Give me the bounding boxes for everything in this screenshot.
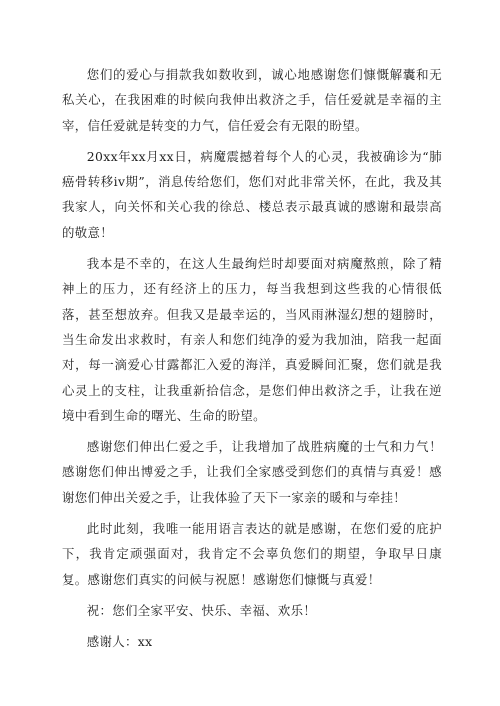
letter-body	[62, 62, 442, 661]
paragraph-blessing: 祝：您们全家平安、快乐、幸福、欢乐！	[86, 602, 317, 618]
paragraph-diagnosis: 20xx年xx月xx日，病魔震撼着每个人的心灵，我被确诊为“肺癌骨转移iv期”，消息传给您们，您们对此非常关怀，在此，我及其我家人，向关怀和关心我的徐总、楼总表示最真诚的感谢和最崇高的敬意！	[62, 148, 442, 240]
paragraph-thanks-donation: 您们的爱心与捐款我如数收到，诚心地感谢您们慷慨解囊和无私关心，在我困难的时候向我伸出救济之手，信任爱就是幸福的主宰，信任爱就是转变的力气，信任爱会有无限的盼望。	[62, 67, 442, 133]
paragraph-gratitude: 感谢您们伸出仁爱之手，让我增加了战胜病魔的士气和力气！感谢您们伸出博爱之手，让我们全家感受到您们的真情与真爱！感谢您们伸出关爱之手，让我体验了天下一家亲的暖和与牵挂！	[62, 439, 442, 505]
paragraph-hardship: 我本是不幸的，在这人生最绚烂时却要面对病魔熬煎，除了精神上的压力，还有经济上的压力，每当我想到这些我的心情很低落，甚至想放弃。但我又是最幸运的，当风雨淋湿幻想的翅膀时，当生命发出求救时，有亲人和您们纯净的爱为我加油，陪我一起面对，每一滴爱心甘露都汇入爱的海洋，真爱瞬间汇聚，您们就是我心灵上的支柱，让我重新拾信念，是您们伸出救济之手，让我在逆境中看到生命的曙光、生命的盼望。	[62, 256, 442, 423]
paragraph-resolve: 此时此刻，我唯一能用语言表达的就是感谢，在您们爱的庇护下，我肯定顽强面对，我肯定不会辜负您们的期望，争取早日康复。感谢您们真实的问候与祝愿！感谢您们慷慨与真爱！	[62, 521, 442, 587]
paragraph-signature: 感谢人：xx	[86, 634, 153, 650]
